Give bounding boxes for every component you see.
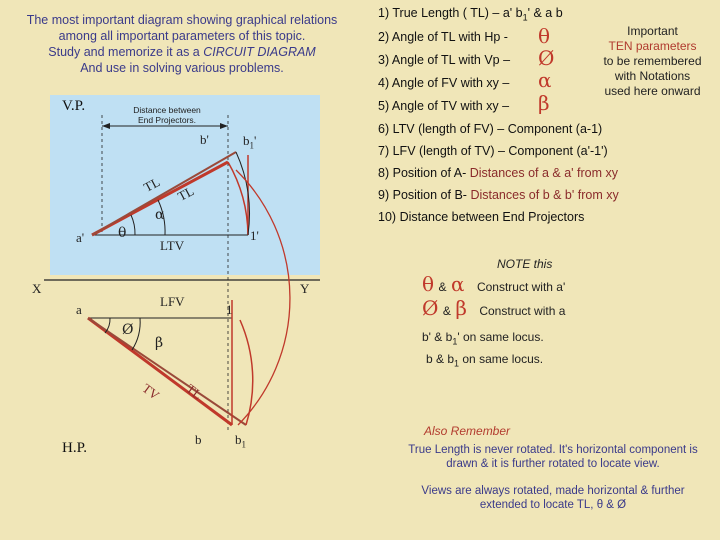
- beta-symbol: β: [538, 91, 550, 115]
- vp-label: V.P.: [62, 98, 86, 114]
- intro-line-1: The most important diagram showing graphical relations: [26, 13, 338, 27]
- alpha-symbol: α: [538, 68, 552, 92]
- param-2: 2) Angle of TL with Hp -: [378, 30, 508, 44]
- intro-text: [6, 12, 358, 76]
- a-label: a: [76, 302, 82, 317]
- also-p1-line-1: True Length is never rotated. It's horizontal component is: [408, 444, 698, 456]
- tl-upper-label-2: TL: [175, 183, 197, 204]
- also-p1-line-2: drawn & it is further rotated to locate view.: [446, 458, 660, 470]
- hp-label: H.P.: [62, 440, 88, 456]
- param-3: 3) Angle of TL with Vp –: [378, 53, 511, 67]
- param-7: 7) LFV (length of TV) – Component (a'-1'): [378, 144, 608, 158]
- intro-line-3: [6, 44, 358, 60]
- tl-lower-label: TL: [183, 380, 206, 403]
- lfv-label: LFV: [160, 294, 185, 309]
- beta-angle-label: β: [155, 335, 164, 351]
- param-5: 5) Angle of TV with xy –: [378, 99, 510, 113]
- note-title: NOTE this: [497, 257, 553, 271]
- important-line-3: to be remembered: [603, 54, 702, 68]
- important-note: [590, 24, 715, 99]
- tv-label: TV: [139, 380, 163, 403]
- also-remember-p1: [390, 443, 716, 471]
- b1-label: $b_1$: [235, 432, 246, 450]
- param-4: 4) Angle of FV with xy –: [378, 76, 510, 90]
- distance-label-line-1: Distance between: [133, 105, 201, 115]
- also-remember-p2: [390, 484, 716, 512]
- intro-line-4: And use in solving various problems.: [80, 61, 284, 75]
- b-prime-label: b': [200, 132, 209, 147]
- theta-angle-label: θ: [118, 225, 127, 241]
- param-6: 6) LTV (length of FV) – Component (a-1): [378, 122, 603, 136]
- also-p2-line-2: extended to locate TL, θ & Ø: [479, 499, 627, 511]
- intro-line-3-em: CIRCUIT DIAGRAM: [203, 45, 316, 59]
- theta-symbol: θ: [538, 24, 551, 48]
- tl-upper-label: TL: [141, 174, 163, 195]
- note-row-2: Ø & β Construct with a: [422, 296, 566, 320]
- note-row-1: θ & α Construct with a': [422, 272, 566, 296]
- alpha-angle-label: α: [155, 207, 165, 223]
- param-10: 10) Distance between End Projectors: [378, 210, 585, 224]
- intro-line-2: among all important parameters of this topic.: [58, 29, 306, 43]
- y-label: Y: [300, 281, 310, 296]
- important-line-2: TEN parameters: [608, 39, 697, 53]
- important-line-5: used here onward: [604, 84, 701, 98]
- important-line-4: with Notations: [614, 69, 691, 83]
- arc-tv-rotation: [240, 320, 253, 425]
- x-label: X: [32, 281, 42, 296]
- b-label: b: [195, 432, 202, 447]
- phi-angle-label: Ø: [122, 322, 134, 338]
- note-row-3: b' & $b_1'$ on same locus.: [422, 330, 544, 347]
- one-prime-label: 1': [250, 228, 259, 243]
- param-1: 1) True Length ( TL) – a' $b_1'$ & a b: [378, 6, 563, 23]
- tl-line-lower: [88, 318, 246, 425]
- param-8: 8) Position of A- Distances of a & a' from xy: [378, 166, 619, 180]
- ltv-label: LTV: [160, 238, 185, 253]
- phi-symbol: Ø: [538, 46, 555, 70]
- distance-label: [112, 105, 222, 125]
- a-prime-label: a': [76, 230, 85, 245]
- one-label: 1: [226, 302, 233, 317]
- also-p2-line-1: Views are always rotated, made horizontal & further: [421, 485, 685, 497]
- also-remember-title: Also Remember: [424, 424, 511, 438]
- param-9: 9) Position of B- Distances of b & b' from xy: [378, 188, 619, 202]
- distance-label-line-2: End Projectors.: [137, 115, 197, 125]
- important-line-1: Important: [627, 24, 678, 38]
- intro-line-3-prefix: Study and memorize it as a: [48, 45, 204, 59]
- b1-prime-label: $b_1'$: [243, 133, 257, 151]
- note-row-4: b & $b_1$ on same locus.: [426, 352, 544, 369]
